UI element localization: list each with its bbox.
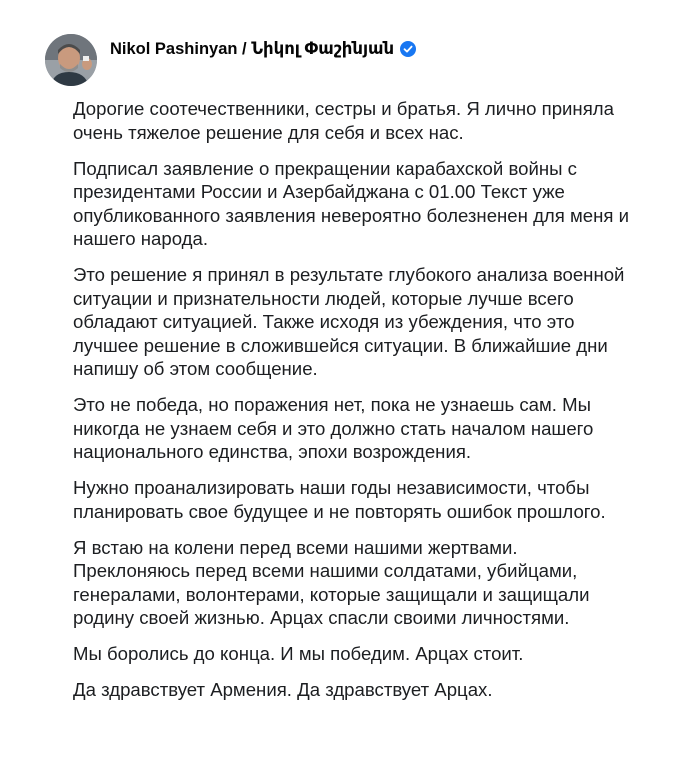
post-paragraph: Нужно проанализировать наши годы независимости, чтобы планировать свое будущее и не повторять ошибок прошлого. <box>73 477 606 522</box>
avatar[interactable] <box>45 34 97 86</box>
post-paragraph: Подписал заявление о прекращении карабахской войны с президентами России и Азербайджана с 01.00 Текст уже опубликованного заявления невероятно болезненен для меня и нашего народа. <box>73 157 630 249</box>
post-paragraph: Дорогие соотечественники, сестры и братья. Я лично приняла очень тяжелое решение для себя и всех нас. <box>73 98 614 143</box>
post-header <box>45 34 416 86</box>
post-paragraph: Да здравствует Армения. Да здравствует Арцах. <box>73 679 493 700</box>
post-paragraph: Я встаю на колени перед всеми нашими жертвами. Преклоняюсь перед всеми нашими солдатами, убийцами, генералами, волонтерами, которые защищали и защищали родину своей жизнью. Арцах спасли своими личностями. <box>73 536 590 628</box>
post-paragraph: Это решение я принял в результате глубокого анализа военной ситуации и признательности людей, которые лучше всего обладают ситуацией. Также исходя из убеждения, что это лучшее решение в сложившейся ситуации. В ближайшие дни напишу об этом сообщение. <box>73 264 625 379</box>
profile-photo-icon <box>45 34 97 86</box>
author-name[interactable]: Nikol Pashinyan / Նիկոլ Փաշինյան <box>110 40 395 58</box>
post-paragraph: Мы боролись до конца. И мы победим. Арцах стоит. <box>73 643 524 664</box>
post-body <box>73 97 633 714</box>
verified-badge-icon <box>400 41 416 57</box>
author-name-row <box>110 39 416 59</box>
post-paragraph: Это не победа, но поражения нет, пока не узнаешь сам. Мы никогда не узнаем себя и это должно стать началом нашего национального единства, эпохи возрождения. <box>73 394 594 462</box>
